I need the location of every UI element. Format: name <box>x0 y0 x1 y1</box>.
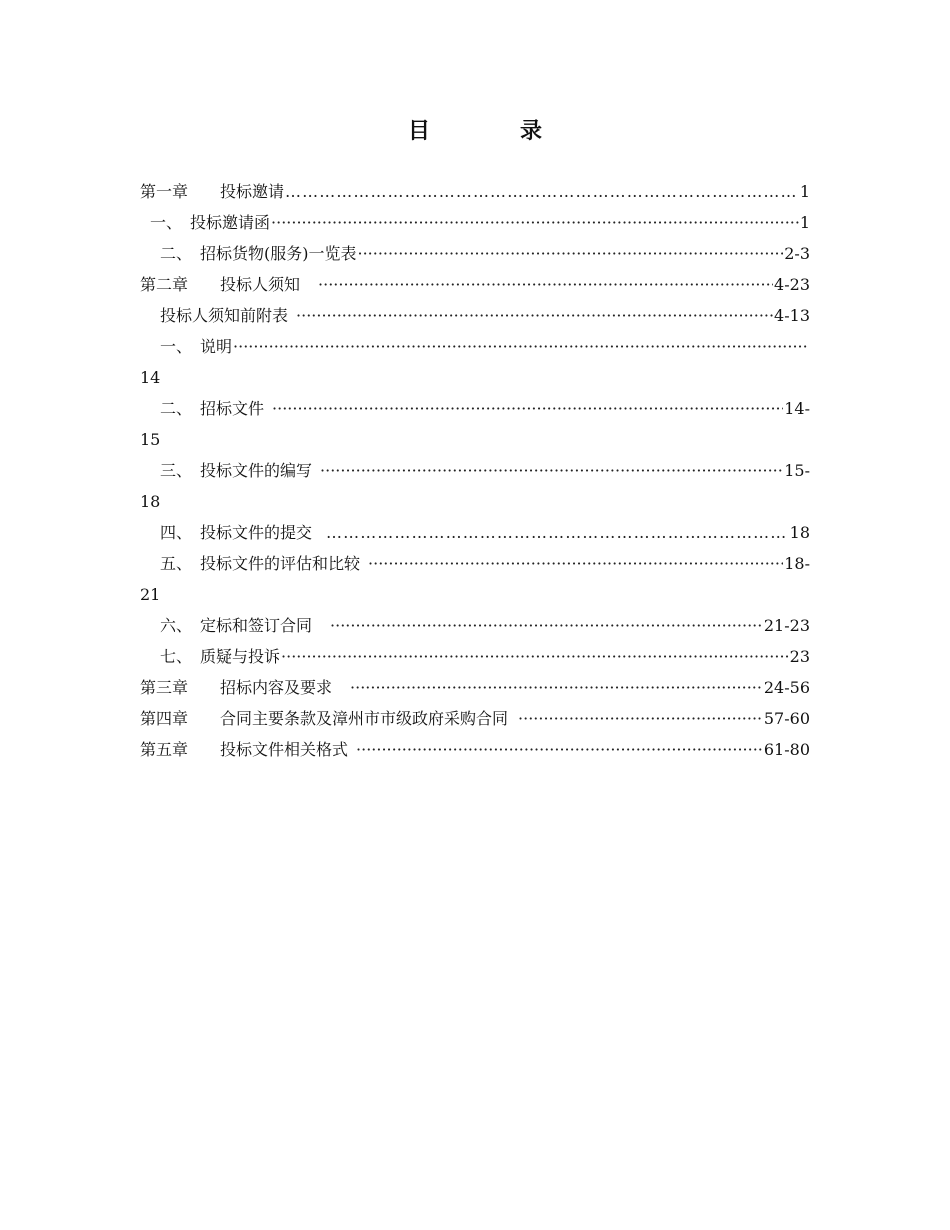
toc-entry-page: 4-13 <box>774 306 810 325</box>
dot-leader <box>318 269 773 300</box>
toc-entry-page: 1 <box>799 182 810 201</box>
toc-entry-label: 二、 招标文件 <box>160 399 265 418</box>
toc-entry-page-continued: 15 <box>140 430 161 449</box>
toc-entry-section[interactable] <box>140 393 810 424</box>
toc-entry-label: 第五章 投标文件相关格式 <box>140 740 349 759</box>
toc-entry-label: 五、 投标文件的评估和比较 <box>160 554 361 573</box>
toc-entry-chapter-5[interactable] <box>140 734 810 765</box>
toc-entry-chapter-1[interactable] <box>140 176 810 207</box>
toc-entry-chapter-2[interactable] <box>140 269 810 300</box>
toc-entry-page: 21-23 <box>763 616 810 635</box>
toc-entry-section[interactable] <box>140 207 810 238</box>
dot-leader <box>320 455 783 486</box>
toc-entry-page-continued: 21 <box>140 585 161 604</box>
toc-entry-label: 一、 说明 <box>160 337 233 356</box>
toc-entry-label: 六、 定标和签订合同 <box>160 616 313 635</box>
toc-entry-label: 七、 质疑与投诉 <box>160 647 281 666</box>
toc-entry-page: 14- <box>784 399 810 418</box>
toc-entry-label: 三、 投标文件的编写 <box>160 461 313 480</box>
toc-entry-section[interactable] <box>140 641 810 672</box>
toc-entry-label: 投标人须知前附表 <box>160 306 289 325</box>
dot-leader <box>296 300 773 331</box>
dot-leader <box>233 331 809 362</box>
toc-entry-chapter-4[interactable] <box>140 703 810 734</box>
toc-entry-page: 24-56 <box>763 678 810 697</box>
toc-entry-section[interactable] <box>140 610 810 641</box>
toc-entry-section[interactable] <box>140 238 810 269</box>
dot-leader <box>358 238 784 269</box>
toc-entry-page: 57-60 <box>763 709 810 728</box>
toc-entry-page-continued: 14 <box>140 368 161 387</box>
toc-entry-label: 第一章 投标邀请 <box>140 182 285 201</box>
toc-entry-label: 第三章 招标内容及要求 <box>140 678 333 697</box>
toc-entry-label: 四、 投标文件的提交 <box>160 523 313 542</box>
dot-leader <box>356 734 763 765</box>
toc-entry-page: 23 <box>789 647 810 666</box>
toc-entry-section[interactable] <box>140 548 810 579</box>
toc-entry-page: 15- <box>784 461 810 480</box>
toc-entry-chapter-3[interactable] <box>140 672 810 703</box>
toc-entry-page: 2-3 <box>784 244 810 263</box>
dot-leader <box>271 207 799 238</box>
toc-entry-page: 61-80 <box>763 740 810 759</box>
toc-entry-label: 第四章 合同主要条款及漳州市市级政府采购合同 <box>140 709 509 728</box>
toc-entry-page: 18 <box>789 523 810 542</box>
toc-entry-page: 4-23 <box>774 275 810 294</box>
toc-entry-section[interactable] <box>140 331 810 362</box>
dot-leader <box>285 176 799 207</box>
table-of-contents <box>140 176 810 765</box>
dot-leader <box>272 393 783 424</box>
toc-entry-page: 1 <box>799 213 810 232</box>
toc-entry-section[interactable] <box>140 300 810 331</box>
dot-leader <box>326 517 789 548</box>
dot-leader <box>330 610 763 641</box>
page-title: 目 录 <box>407 118 576 144</box>
toc-entry-section[interactable] <box>140 455 810 486</box>
toc-entry-page-continued: 18 <box>140 492 161 511</box>
toc-entry-section[interactable] <box>140 517 810 548</box>
toc-entry-page: 18- <box>784 554 810 573</box>
dot-leader <box>368 548 783 579</box>
dot-leader <box>350 672 763 703</box>
toc-entry-label: 一、 投标邀请函 <box>150 213 271 232</box>
dot-leader <box>518 703 763 734</box>
toc-entry-label: 第二章 投标人须知 <box>140 275 301 294</box>
toc-entry-label: 二、 招标货物(服务)一览表 <box>160 244 357 263</box>
dot-leader <box>281 641 789 672</box>
